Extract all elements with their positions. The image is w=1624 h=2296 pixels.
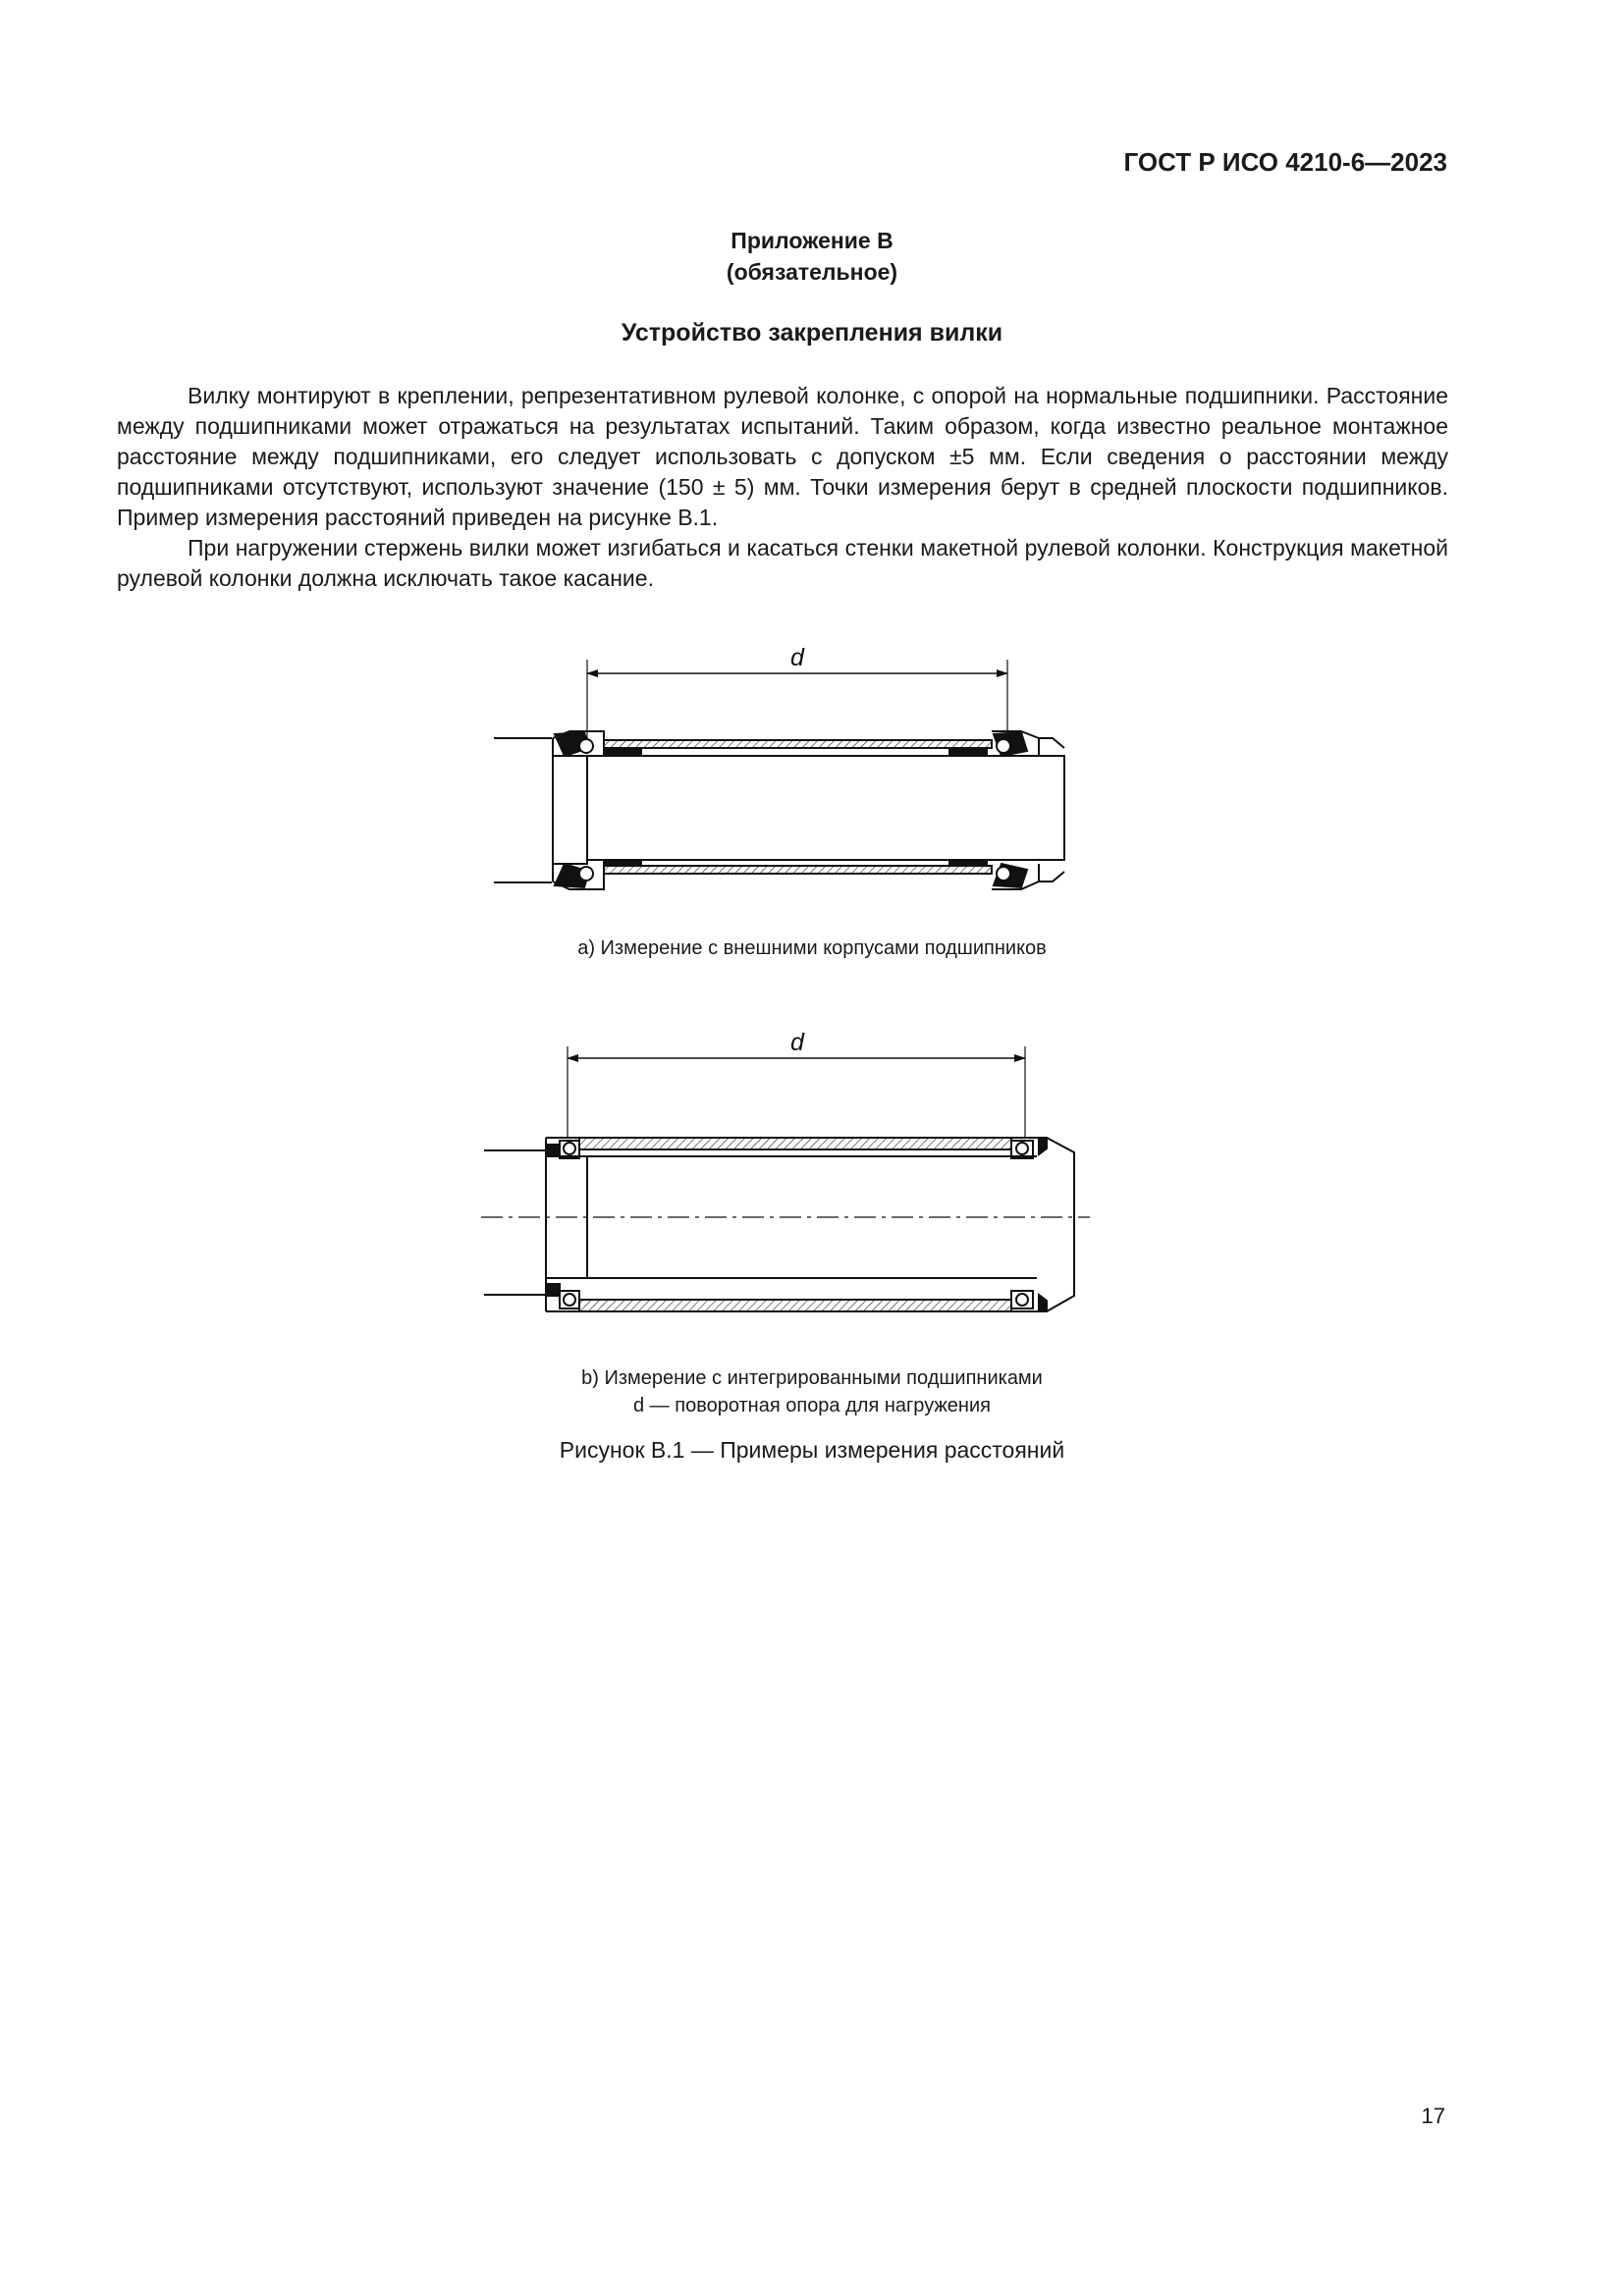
figure-b (481, 1046, 1090, 1311)
figure-a (494, 660, 1064, 889)
section-title: Устройство закрепления вилки (621, 319, 1003, 347)
dimension-label-a: d (790, 644, 804, 671)
paragraph-1: Вилку монтируют в креплении, репрезентативном рулевой колонке, с опорой на нормальные подшипники. Расстояние между подшипниками может отражаться на результатах испытаний. Таким образом, когда известно реальное монтажное расстояние между подшипниками, его следует использовать с допуском ±5 мм. Если сведения о расстоянии между подшипниками отсутствуют, используют значение (150 ± 5) мм. Точки измерения берут в средней плоскости подшипников. Пример измерения расстояний приведен на рисунке В.1. (117, 383, 1448, 530)
figure-title: Рисунок В.1 — Примеры измерения расстояний (559, 1437, 1065, 1463)
page-number: 17 (1421, 2104, 1445, 2128)
annex-status: (обязательное) (726, 259, 898, 285)
dimension-label-b: d (790, 1029, 804, 1056)
paragraph-2: При нагружении стержень вилки может изгибаться и касаться стенки макетной рулевой колонки. Конструкция макетной рулевой колонки должна исключать такое касание. (117, 535, 1448, 591)
document-code: ГОСТ Р ИСО 4210-6—2023 (1123, 147, 1447, 177)
caption-a: a) Измерение с внешними корпусами подшипников (577, 937, 1047, 959)
annex-title: Приложение В (731, 228, 893, 253)
figure-legend: d — поворотная опора для нагружения (633, 1395, 991, 1416)
caption-b: b) Измерение с интегрированными подшипниками (581, 1367, 1043, 1389)
